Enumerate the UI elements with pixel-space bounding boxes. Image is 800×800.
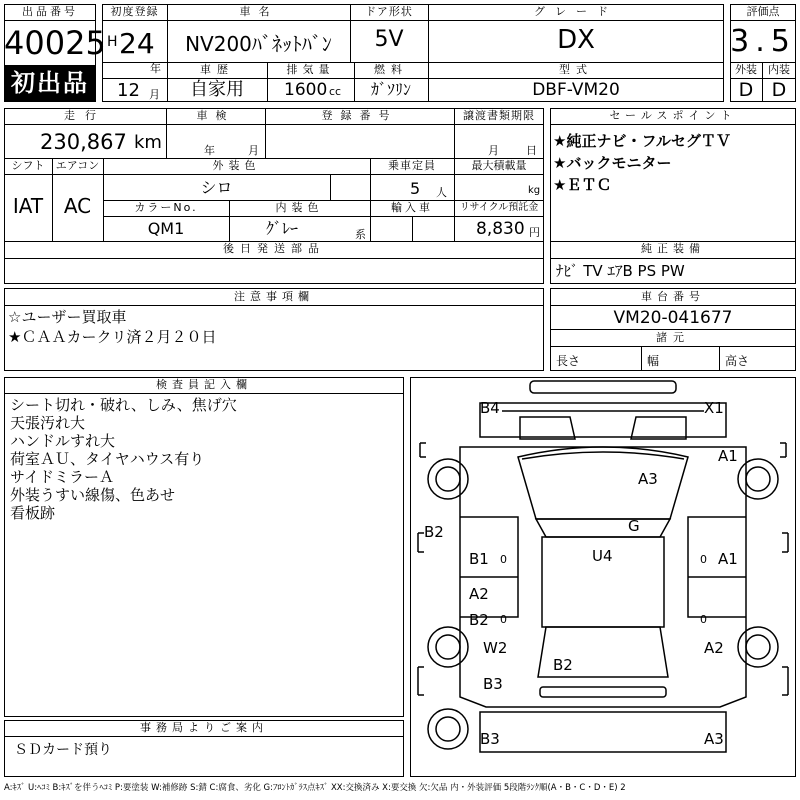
recycle-unit: 円 (529, 226, 540, 239)
front-left-wheel (428, 459, 468, 499)
inspector-note: ハンドルすれ大 (10, 432, 116, 450)
month-unit: 月 (149, 88, 160, 101)
mileage-unit: km (134, 132, 162, 153)
displacement-unit: cc (329, 85, 342, 98)
mark-zero: 0 (500, 613, 507, 626)
history-label: 車歴 (200, 63, 234, 76)
inspector-notes (10, 396, 237, 522)
plate-label: 登録番号 (321, 109, 398, 122)
mark-b1: B1 (469, 550, 489, 568)
right-headlight (631, 417, 686, 439)
ext-color-label: 外装色 (212, 159, 261, 172)
rear-right-wheel (738, 627, 778, 667)
interior-label: 内装 (768, 63, 790, 76)
rear-left-wheel (428, 627, 468, 667)
recycle-label: リサイクル預託金 (459, 202, 539, 213)
mileage: 230,867 (40, 130, 127, 154)
ext-color: シロ (200, 178, 233, 197)
width-label: 幅 (647, 354, 660, 368)
inspector-note: 看板跡 (10, 504, 56, 522)
first-reg-label: 初度登録 (110, 5, 159, 18)
door-label: ドア形状 (365, 5, 413, 18)
caution-item: ★ＣＡＡカークリ済２月２０日 (8, 328, 217, 346)
inspector-note: 荷室ＡＵ、タイヤハウス有り (10, 450, 205, 468)
inspector-note: 外装うすい線傷、色あせ (10, 486, 176, 504)
transfer-deadline-label: 譲渡書類期限 (463, 109, 535, 122)
caution-item: ☆ユーザー買取車 (8, 308, 127, 326)
inspector-note: サイドミラーＡ (10, 468, 114, 486)
hood-outline (518, 447, 688, 519)
front-bumper-outline (530, 381, 676, 393)
inspection-year-unit: 年 (204, 144, 215, 157)
mileage-label: 走行 (64, 109, 106, 122)
mark-a1-front-right: A1 (718, 447, 738, 465)
office-text: ＳＤカード預り (14, 742, 112, 758)
ac-label: エアコン (55, 159, 100, 172)
caution-label: 注意事項欄 (234, 290, 314, 303)
rear-bumper-outline (540, 687, 666, 697)
dims-label: 諸元 (656, 331, 690, 344)
sales-point: ★バックモニター (553, 154, 672, 172)
length-label: 長さ (556, 354, 581, 368)
car-name-label: 車名 (239, 5, 278, 18)
mark-b3-left-rear: B3 (483, 675, 503, 693)
lot-number: 40025 (4, 24, 106, 62)
grade-label: グレード (534, 5, 618, 18)
mark-zero: 0 (500, 553, 507, 566)
interior-grade: D (771, 79, 787, 101)
mark-g-windshield: G (628, 517, 640, 535)
mark-b2-rear: B2 (553, 656, 573, 674)
mark-a2-right-rear: A2 (704, 639, 724, 657)
exterior-grade: D (738, 79, 754, 101)
capacity: 5 (410, 179, 421, 198)
mark-b4: B4 (480, 399, 500, 417)
import-label: 輸入車 (391, 201, 433, 214)
max-load-label: 最大積載量 (471, 159, 527, 172)
displacement-label: 排気量 (286, 63, 335, 76)
transfer-month-unit: 月 (488, 144, 499, 157)
shift-label: シフト (11, 159, 45, 172)
rear-panel-outline (480, 712, 726, 752)
equipment-label: 純正装備 (641, 242, 705, 255)
int-color: ｸﾞﾚｰ (266, 219, 299, 238)
front-right-wheel (738, 459, 778, 499)
chassis-number: VM20-041677 (613, 308, 733, 328)
windshield-outline (536, 519, 670, 537)
first-listing-badge: 初出品 (5, 66, 95, 101)
era: H (107, 34, 118, 50)
inspector-note: シート切れ・破れ、しみ、焦げ穴 (10, 396, 237, 414)
displacement: 1600 (284, 80, 328, 100)
left-headlight (520, 417, 575, 439)
mark-w2: W2 (483, 639, 508, 657)
equipment-items: ﾅﾋﾞ TV ｴｱB PS PW (556, 262, 685, 280)
car-diagram (410, 377, 796, 777)
mark-zero: 0 (700, 553, 707, 566)
recycle-fee: 8,830 (476, 219, 525, 239)
fuel-label: 燃料 (374, 63, 408, 76)
height-label: 高さ (725, 354, 750, 368)
capacity-label: 乗車定員 (388, 159, 436, 172)
transfer-day-unit: 日 (526, 144, 537, 157)
model-code: DBF-VM20 (532, 80, 620, 100)
exterior-label: 外装 (735, 63, 757, 76)
sales-points-label: セールスポイント (609, 109, 737, 122)
mark-b2-left-rear: B2 (469, 611, 489, 629)
int-color-suffix: 系 (355, 228, 366, 241)
fuel: ｶﾞｿﾘﾝ (370, 80, 411, 99)
office-label: 事務局よりご案内 (140, 721, 268, 734)
history: 自家用 (190, 79, 244, 100)
first-reg-year: 24 (119, 27, 155, 60)
inspection-month-unit: 月 (248, 144, 259, 157)
sales-point: ★ＥＴＣ (553, 176, 612, 194)
score-label: 評価点 (746, 5, 780, 18)
spare-wheel (428, 709, 468, 749)
inspector-note: 天張汚れ大 (10, 414, 86, 432)
model-label: 型式 (559, 63, 593, 76)
mark-u4-roof: U4 (592, 547, 613, 565)
later-parts-label: 後日発送部品 (223, 242, 325, 255)
mark-a3-bumper: A3 (704, 730, 724, 748)
car-name: NV200ﾊﾞﾈｯﾄﾊﾞﾝ (185, 32, 332, 56)
mark-x1: X1 (704, 399, 724, 417)
color-no-label: カラーNo. (134, 201, 198, 214)
first-reg-month: 12 (117, 80, 140, 101)
lot-label: 出品番号 (22, 5, 78, 18)
year-unit: 年 (150, 62, 161, 75)
mark-b3-bumper: B3 (480, 730, 500, 748)
front-panel-outline (480, 403, 726, 437)
mark-b2-left-door: B2 (424, 523, 444, 541)
mark-a2-left: A2 (469, 585, 489, 603)
mark-zero: 0 (700, 613, 707, 626)
capacity-unit: 人 (436, 186, 447, 199)
max-load-unit: kg (528, 185, 541, 196)
chassis-label: 車台番号 (641, 290, 705, 303)
grade: DX (557, 25, 595, 55)
score: 3.5 (730, 24, 796, 59)
inspection-label: 車検 (196, 109, 235, 122)
mark-a1-right-door: A1 (718, 550, 738, 568)
air-conditioning: AC (63, 194, 92, 218)
door-type: 5V (374, 27, 404, 52)
inspector-label: 検査員記入欄 (156, 378, 252, 391)
damage-legend: A:ｷｽﾞ U:ﾍｺﾐ B:ｷｽﾞを伴うﾍｺﾐ P:要塗装 W:補修跡 S:錆 C:腐食、劣化 G:ﾌﾛﾝﾄｶﾞﾗｽ点ｷｽﾞ XX:交換済み X:要交換 欠:欠品 内・外装評価 5段階ﾗﾝｸ順(A・B・C・D・E) 2 (4, 783, 626, 793)
color-no: QM1 (147, 219, 185, 238)
shift: IAT (12, 194, 44, 218)
sales-point: ★純正ナビ・フルセグＴＶ (553, 132, 731, 150)
mark-a3-hood: A3 (638, 470, 658, 488)
int-color-label: 内装色 (275, 201, 324, 214)
